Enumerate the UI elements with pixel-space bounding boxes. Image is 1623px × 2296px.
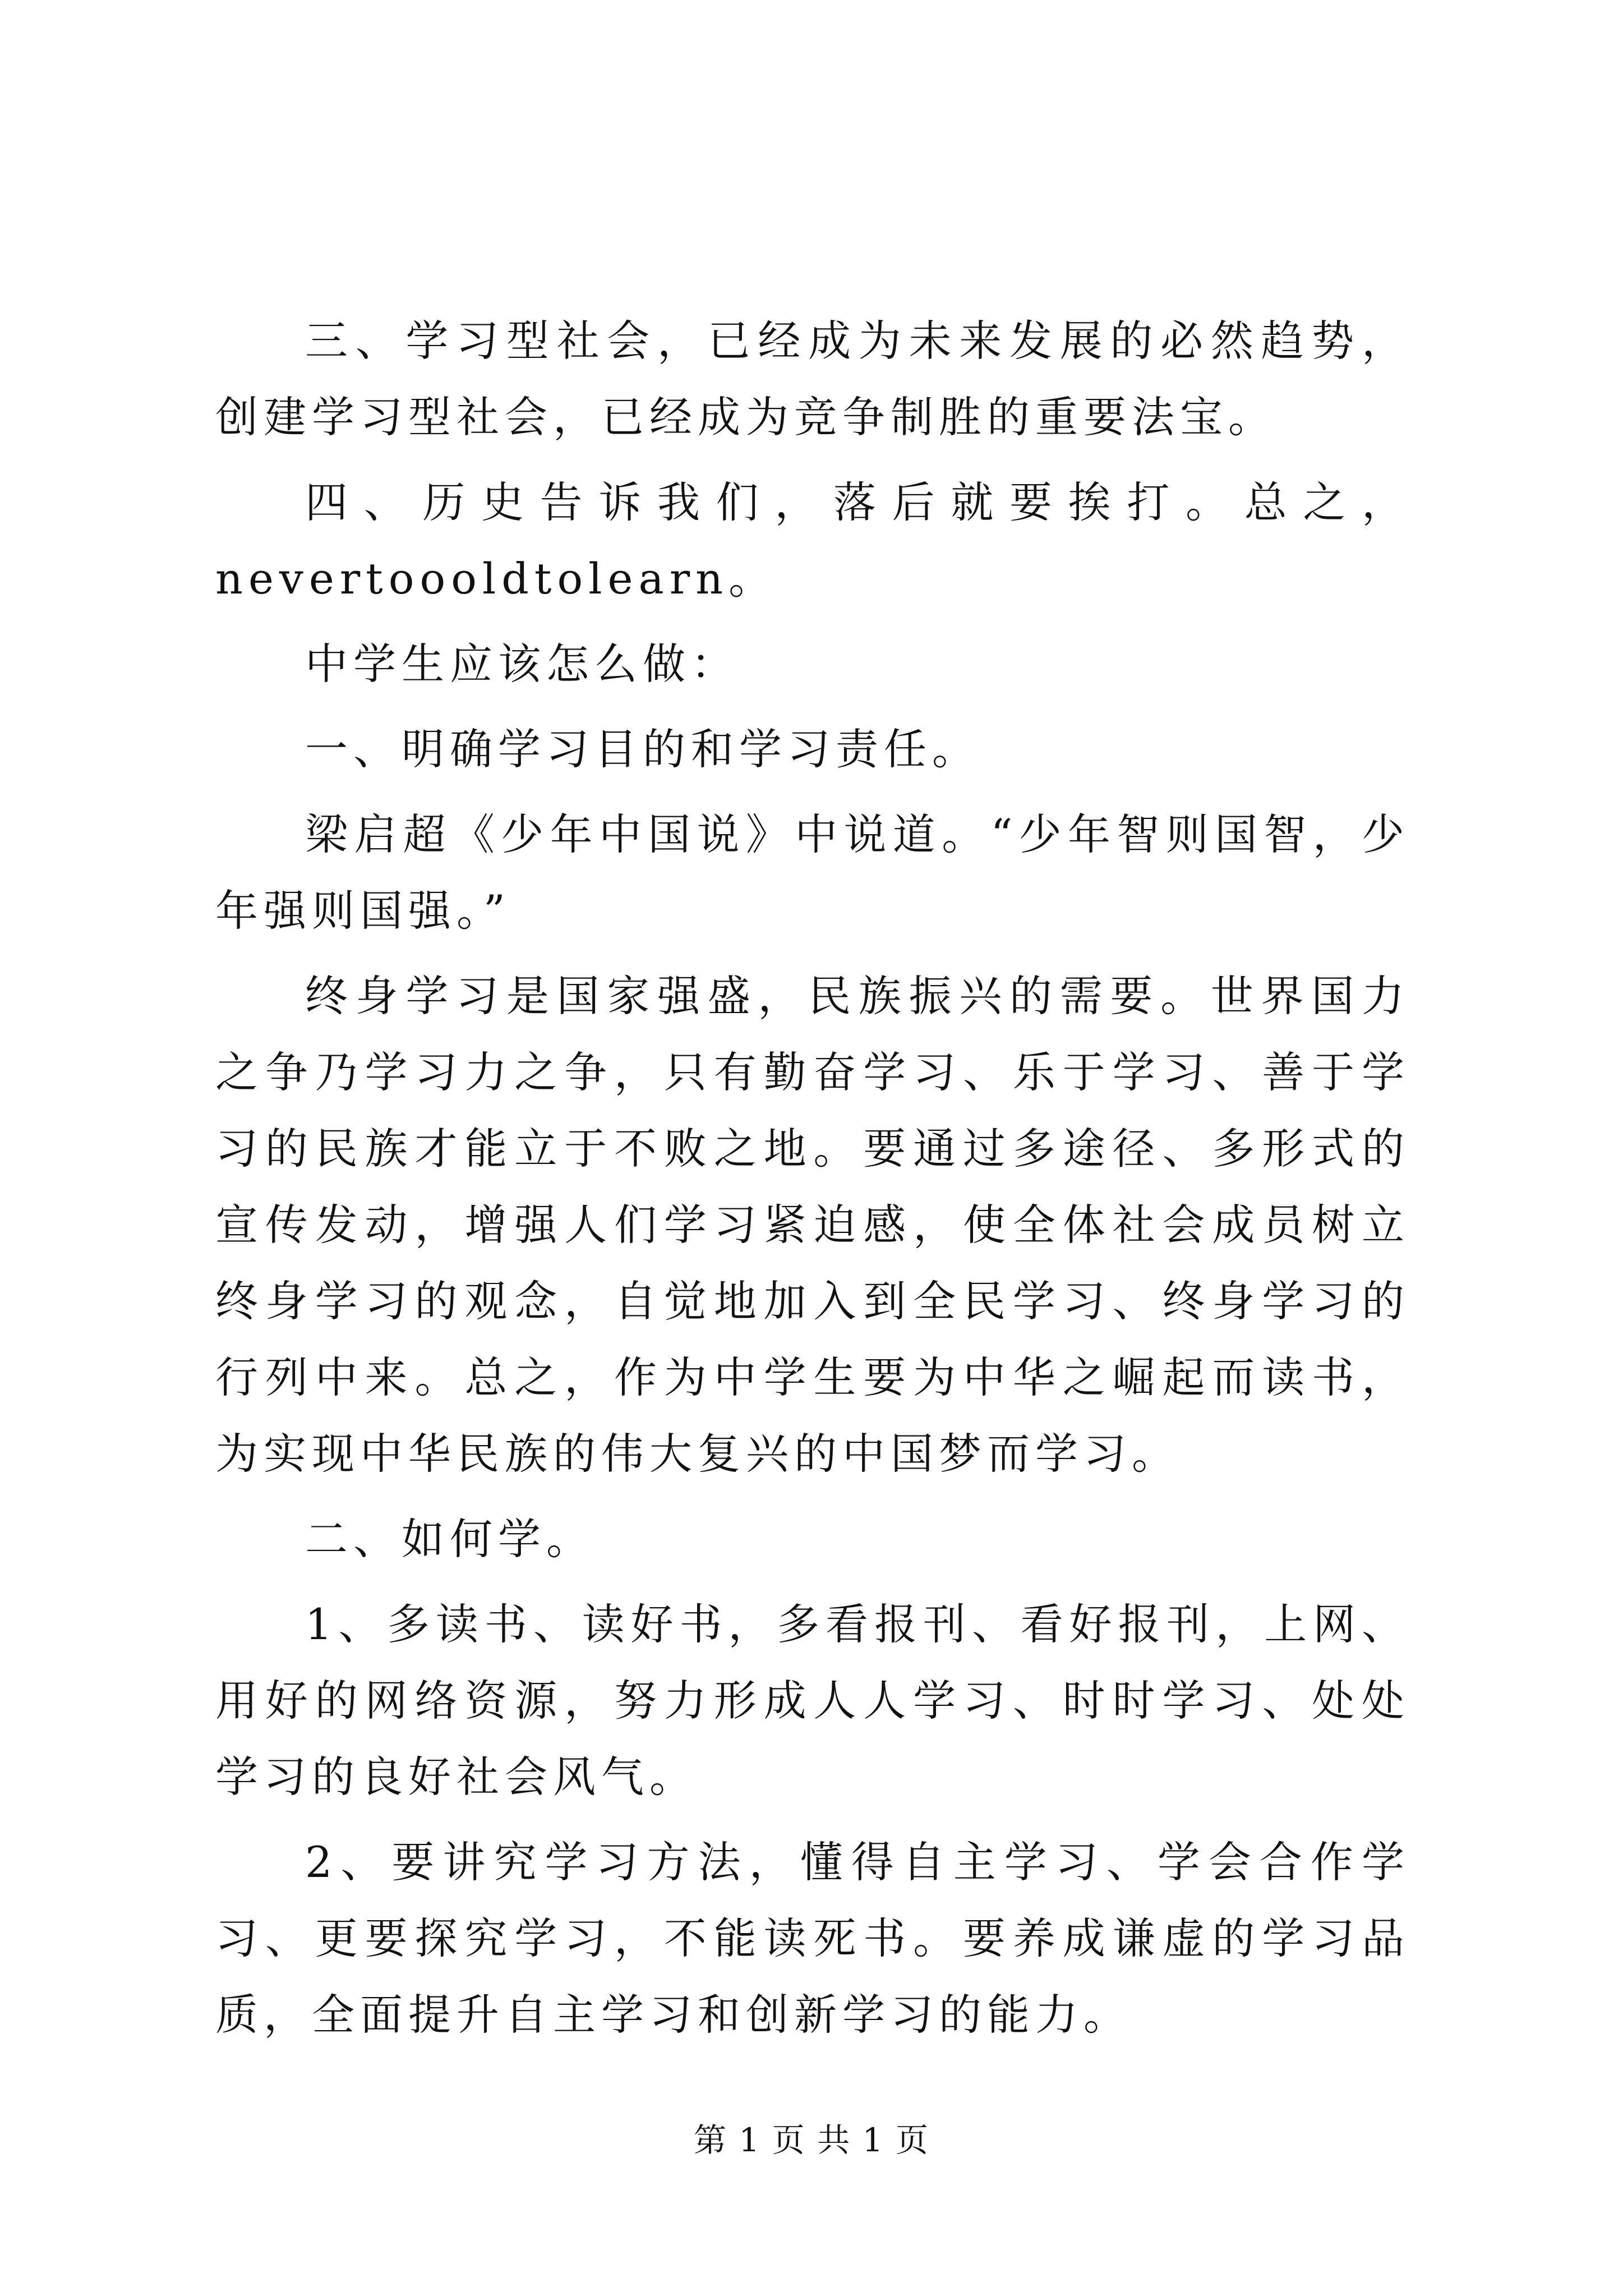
section-heading-how-to-learn: 二、如何学。	[305, 1514, 594, 1564]
list-item-read-more: 1、多读书、读好书，多看报刊、看好报刊，上网、用好的网络资源，努力形成人人学习、时时学习、处处学习的良好社会风气。	[215, 1599, 1410, 1802]
section-heading-purpose: 一、明确学习目的和学习责任。	[305, 724, 980, 774]
document-body	[215, 303, 1410, 2062]
paragraph-lifelong-learning: 终身学习是国家强盛，民族振兴的需要。世界国力之争乃学习力之争，只有勤奋学习、乐于学习、善于学习的民族才能立于不败之地。要通过多途径、多形式的宣传发动，增强人们学习紧迫感，使全体社会成员树立终身学习的观念，自觉地加入到全民学习、终身学习的行列中来。总之，作为中学生要为中华之崛起而读书，为实现中华民族的伟大复兴的中国梦而学习。	[215, 971, 1410, 1479]
paragraph-never-too-old: nevertoooldtolearn。	[215, 554, 777, 604]
section-heading-what-to-do: 中学生应该怎么做：	[305, 639, 739, 689]
page-number-footer: 第 1 页 共 1 页	[694, 2121, 929, 2159]
paragraph-history-lesson: 四、历史告诉我们，落后就要挨打。总之，	[305, 477, 1410, 527]
paragraph-learning-society: 三、学习型社会，已经成为未来发展的必然趋势，创建学习型社会，已经成为竞争制胜的重要法宝。	[215, 316, 1410, 442]
paragraph-liang-qichao-quote: 梁启超《少年中国说》中说道。“少年智则国智，少年强则国强。”	[215, 809, 1410, 936]
list-item-learning-methods: 2、要讲究学习方法，懂得自主学习、学会合作学习、更要探究学习，不能读死书。要养成谦虚的学习品质，全面提升自主学习和创新学习的能力。	[215, 1837, 1410, 2040]
